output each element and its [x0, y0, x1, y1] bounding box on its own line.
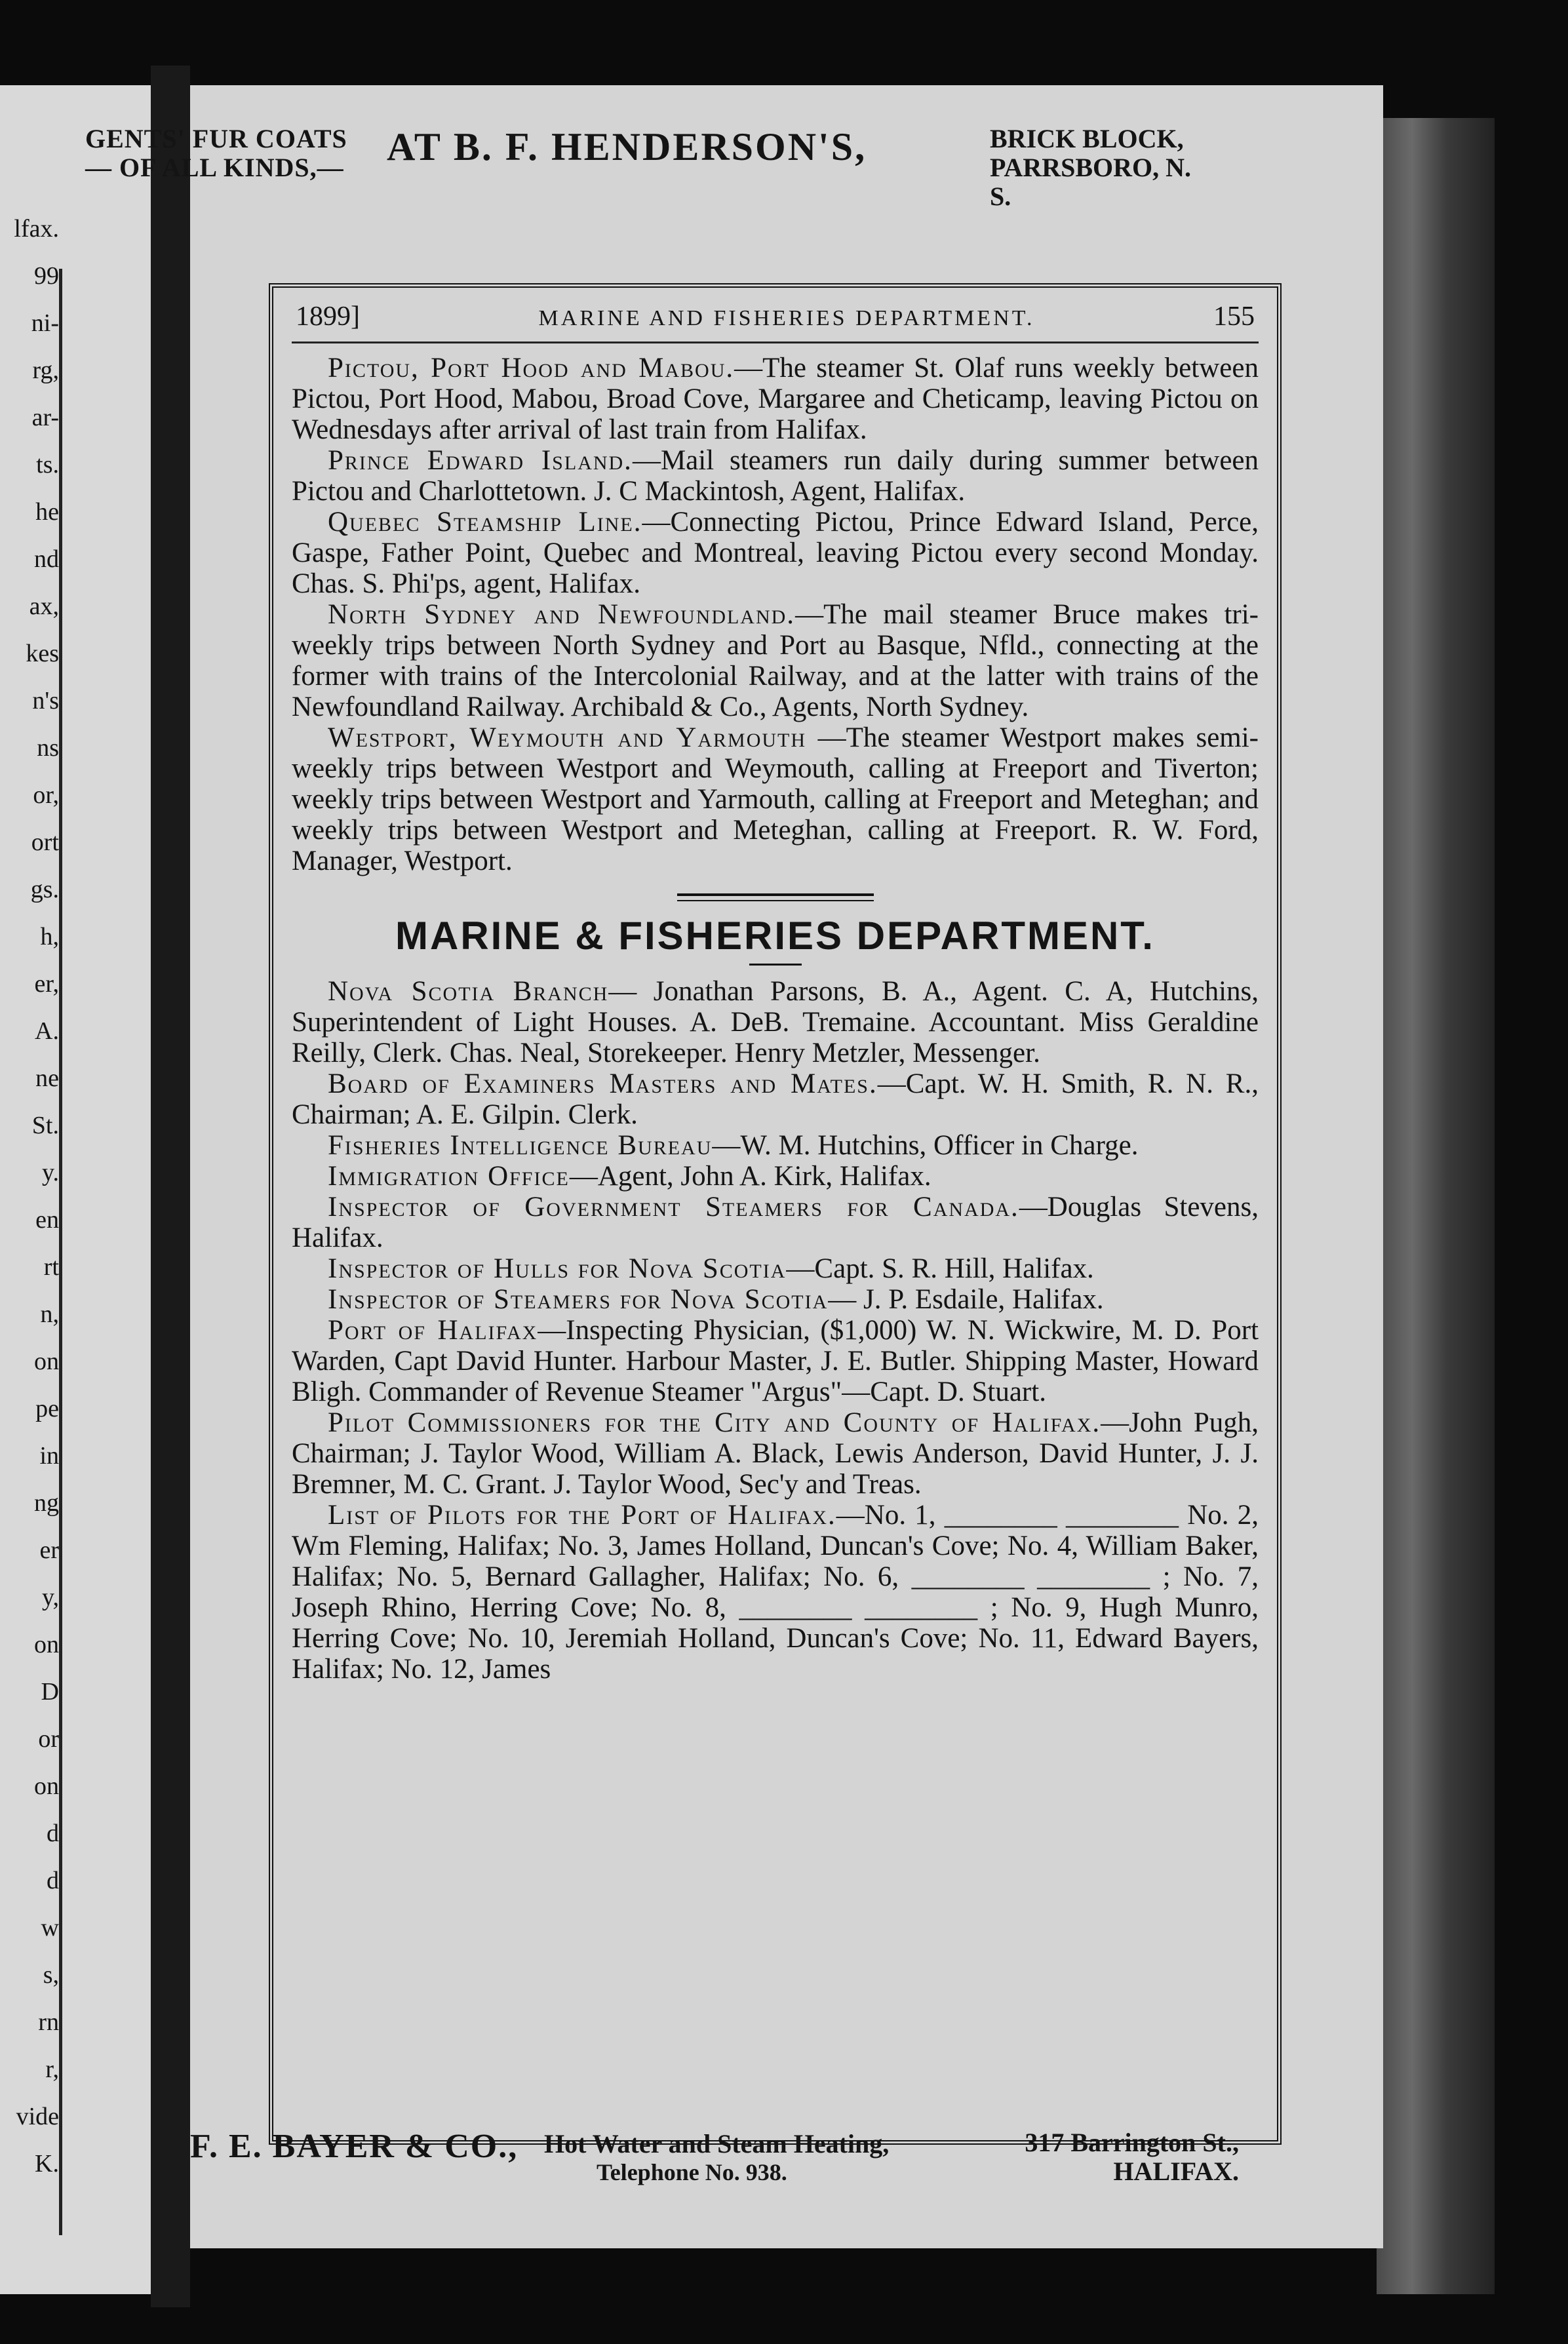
entry-text: —Douglas Stevens, Halifax. [292, 1192, 1259, 1253]
section-divider [677, 893, 874, 901]
left-page-fragment: lfax. [14, 215, 59, 243]
entry-text: —The steamer Westport makes semi-weekly trips between Westport and Weymouth, calling at Freeport and Tiverton; weekly trips between Westport and Yarmouth, calling at Freeport and Meteghan; and weekly trips between Westport and Meteghan, calling at Freeport. R. W. Ford, Manager, Westport. [292, 722, 1259, 876]
left-page-fragment: St. [31, 1112, 59, 1139]
book-edge [1377, 118, 1495, 2294]
left-page-fragment: in [39, 1442, 59, 1470]
entry-heading: Inspector of Steamers for Nova Scotia [328, 1284, 829, 1315]
page-frame [269, 283, 1282, 2145]
entry-heading: Pictou, Port Hood and Mabou. [328, 353, 735, 383]
left-page-fragment: er, [34, 970, 59, 998]
page-number: 155 [1213, 302, 1255, 332]
directory-entry [292, 353, 1259, 445]
left-page-fragment: on [34, 1631, 59, 1658]
left-page-fragment: rt [43, 1253, 59, 1281]
left-page-fragment: or [38, 1725, 59, 1753]
left-page-fragment: A. [35, 1017, 59, 1045]
entry-text: —Agent, John A. Kirk, Halifax. [569, 1161, 931, 1192]
bottom-ad-description: Hot Water and Steam Heating, [544, 2129, 890, 2158]
left-page-fragment: ni- [31, 309, 59, 337]
steamship-entries [292, 353, 1259, 876]
top-advertisement [85, 125, 1213, 229]
left-page-fragment: K. [35, 2150, 59, 2178]
left-page-fragment: ts. [36, 451, 59, 479]
left-page-fragment: r, [45, 2056, 59, 2083]
directory-entry [292, 1161, 1259, 1192]
entry-text: — J. P. Esdaile, Halifax. [828, 1284, 1104, 1315]
left-page-fragment: d [47, 1867, 59, 1894]
entry-heading: Quebec Steamship Line. [328, 507, 642, 537]
left-page-fragment: w [41, 1914, 59, 1942]
bottom-ad-street: 317 Barrington St., [1025, 2128, 1239, 2157]
left-page-fragment: kes [26, 640, 59, 667]
entry-heading: Pilot Commissioners for the City and County of Halifax. [328, 1407, 1101, 1438]
bottom-advertisement [190, 2127, 1239, 2206]
department-entries [292, 976, 1259, 1685]
left-page-fragment: d [47, 1820, 59, 1847]
directory-entry [292, 1284, 1259, 1315]
entry-text: —Connecting Pictou, Prince Edward Island, Perce, Gaspe, Father Point, Quebec and Montreal, leaving Pictou every second Monday. Chas. S. Phi'ps, agent, Halifax. [292, 507, 1259, 599]
bottom-ad-telephone: Telephone No. 938. [597, 2159, 787, 2185]
left-page-fragment: s, [43, 1961, 59, 1989]
left-page-fragment: h, [40, 923, 59, 950]
entry-text: —The steamer St. Olaf runs weekly between Pictou, Port Hood, Mabou, Broad Cove, Margaree and Cheticamp, leaving Pictou on Wednesdays after arrival of last train from Halifax. [292, 353, 1259, 445]
left-facing-page [0, 85, 151, 2294]
bottom-ad-name: F. E. BAYER & CO., [190, 2128, 519, 2165]
running-head-title: MARINE AND FISHERIES DEPARTMENT. [538, 306, 1035, 330]
left-page-fragment: rg, [32, 357, 59, 384]
entry-heading: Nova Scotia Branch [328, 976, 609, 1007]
entry-text: — Jonathan Parsons, B. A., Agent. C. A, Hutchins, Superintendent of Light Houses. A. DeB. Tremaine. Accountant. Miss Geraldine Reilly, Clerk. Chas. Neal, Storekeeper. Henry Metzler, Messenger. [292, 976, 1259, 1068]
left-page-fragment: n's [32, 687, 59, 714]
directory-entry [292, 599, 1259, 722]
entry-heading: Westport, Weymouth and Yarmouth [328, 722, 807, 753]
heading-rule [749, 964, 802, 966]
entry-heading: Board of Examiners Masters and Mates. [328, 1068, 878, 1099]
entry-text: —The mail steamer Bruce makes tri-weekly trips between North Sydney and Port au Basque, Nfld., connecting at the former with trains of the Intercolonial Railway, and at the latter with trains of the Newfoundland Railway. Archibald & Co., Agents, North Sydney. [292, 599, 1259, 722]
left-page-fragment: y. [41, 1159, 59, 1186]
left-page-fragment: ax, [29, 593, 59, 620]
entry-text: —John Pugh, Chairman; J. Taylor Wood, William A. Black, Lewis Anderson, David Hunter, J. J. Bremner, M. C. Grant. J. Taylor Wood, Sec'y and Treas. [292, 1407, 1259, 1500]
left-page-fragment: gs. [30, 876, 59, 903]
left-page-fragment: D [41, 1678, 59, 1706]
directory-entry [292, 976, 1259, 1068]
directory-entry [292, 507, 1259, 599]
top-ad-left: GENTS' FUR COATS — OF ALL KINDS,— [85, 124, 347, 182]
left-page-fragment: 99 [34, 262, 59, 290]
left-page-fragment: en [35, 1206, 59, 1234]
running-head [292, 301, 1259, 343]
bottom-ad-address [1025, 2128, 1239, 2186]
entry-heading: Port of Halifax [328, 1315, 538, 1346]
left-page-fragment: or, [33, 781, 59, 809]
left-page-fragment: ort [31, 829, 59, 856]
directory-entry [292, 445, 1259, 507]
entry-text: —W. M. Hutchins, Officer in Charge. [712, 1130, 1139, 1161]
left-page-fragment: ne [35, 1065, 59, 1092]
entry-text: —Inspecting Physician, ($1,000) W. N. Wickwire, M. D. Port Warden, Capt David Hunter. Harbour Master, J. E. Butler. Shipping Master, Howard Bligh. Commander of Revenue Steamer "Argus"—Capt. D. Stuart. [292, 1315, 1259, 1407]
left-page-fragment: ns [37, 734, 59, 762]
top-ad-middle: AT B. F. HENDERSON'S, [387, 125, 867, 168]
entry-heading: Inspector of Government Steamers for Canada. [328, 1192, 1019, 1222]
directory-entry [292, 1068, 1259, 1130]
left-page-fragment: ng [34, 1489, 59, 1517]
directory-entry [292, 1130, 1259, 1161]
entry-heading: North Sydney and Newfoundland. [328, 599, 796, 630]
running-head-year: 1899] [296, 302, 360, 332]
directory-entry [292, 1500, 1259, 1685]
left-page-fragment: er [39, 1536, 59, 1564]
left-page-fragment: pe [35, 1395, 59, 1422]
left-page-fragment: he [35, 498, 59, 526]
entry-heading: Immigration Office [328, 1161, 570, 1192]
entry-heading: List of Pilots for the Port of Halifax. [328, 1500, 836, 1531]
left-page-fragment: on [34, 1348, 59, 1375]
left-page-fragment: vide [16, 2103, 59, 2130]
top-ad-right: BRICK BLOCK, PARRSBORO, N. S. [990, 124, 1192, 211]
entry-heading: Fisheries Intelligence Bureau [328, 1130, 713, 1161]
entry-heading: Prince Edward Island. [328, 445, 633, 476]
directory-entry [292, 1253, 1259, 1284]
directory-entry [292, 1192, 1259, 1253]
section-heading: MARINE & FISHERIES DEPARTMENT. [395, 914, 1155, 958]
page-gutter [151, 66, 190, 2307]
directory-entry [292, 1315, 1259, 1407]
left-page-fragment: n, [40, 1300, 59, 1328]
directory-entry [292, 1407, 1259, 1500]
left-page-fragment: on [34, 1772, 59, 1800]
bottom-ad-city: HALIFAX. [1113, 2157, 1239, 2186]
left-page-fragment: y, [41, 1584, 59, 1611]
directory-entry [292, 722, 1259, 876]
left-page-fragment: ar- [31, 404, 59, 431]
entry-text: —No. 1, ________ ________ No. 2, Wm Fleming, Halifax; No. 3, James Holland, Duncan's Cove; No. 4, William Baker, Halifax; No. 5, Bernard Gallagher, Halifax; No. 6, ________ ________ ; No. 7, Joseph Rhino, Herring Cove; No. 8, ________ ________ ; No. 9, Hugh Munro, Herring Cove; No. 10, Jeremiah Holland, Duncan's Cove; No. 11, Edward Bayers, Halifax; No. 12, James [292, 1500, 1259, 1685]
entry-text: —Mail steamers run daily during summer between Pictou and Charlottetown. J. C Mackintosh, Agent, Halifax. [292, 445, 1259, 507]
left-page-fragment: nd [34, 545, 59, 573]
entry-text: —Capt. W. H. Smith, R. N. R., Chairman; A. E. Gilpin. Clerk. [292, 1068, 1259, 1130]
entry-heading: Inspector of Hulls for Nova Scotia [328, 1253, 787, 1284]
left-page-fragment: rn [38, 2008, 59, 2036]
entry-text: —Capt. S. R. Hill, Halifax. [786, 1253, 1094, 1284]
